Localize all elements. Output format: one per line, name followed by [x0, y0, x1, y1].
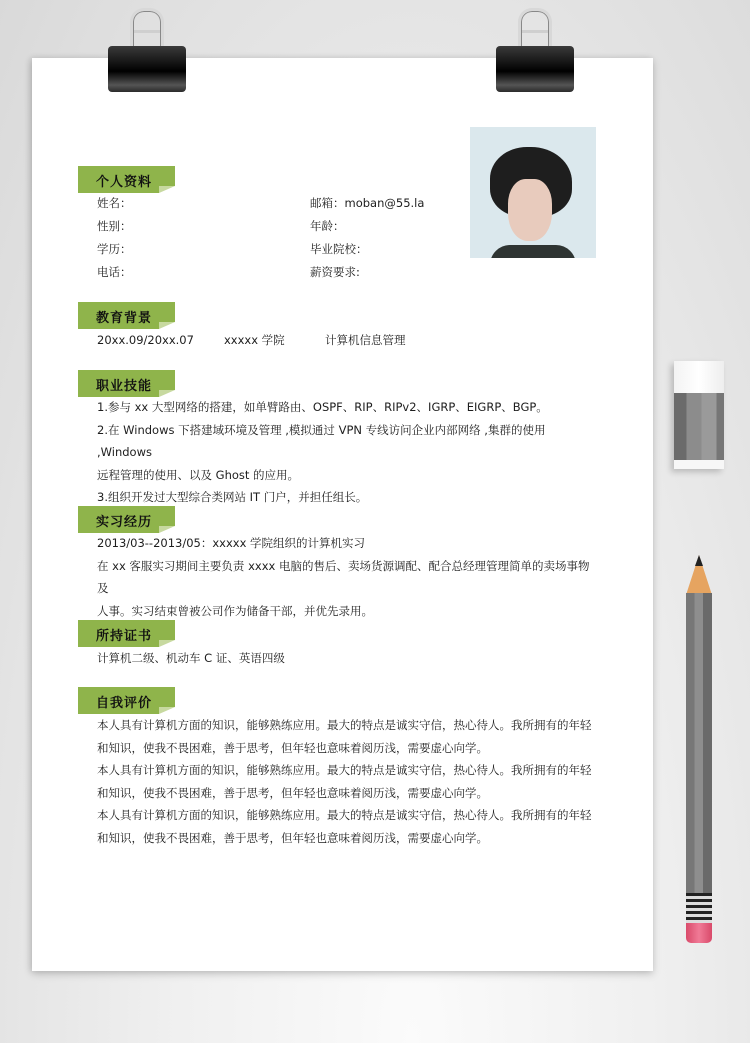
certificates-text: 计算机二级、机动车 C 证、英语四级: [97, 651, 285, 665]
binder-clip-icon: [496, 8, 574, 92]
eval-line: 本人具有计算机方面的知识，能够熟练应用。最大的特点是诚实守信，热心待人。我所拥有的年轻: [97, 808, 592, 822]
field-gender: 性别：: [97, 219, 132, 233]
self-evaluation-text: [97, 714, 597, 849]
internship-line: 人事。实习结束曾被公司作为储备干部，并优先录用。: [97, 603, 373, 618]
education-school: xxxxx 学院: [224, 333, 285, 347]
eraser-icon: [674, 361, 724, 469]
eval-line: 和知识，使我不畏困难，善于思考，但年轻也意味着阅历浅，需要虚心向学。: [97, 740, 488, 755]
field-age: 年龄：: [310, 219, 345, 233]
education-major: 计算机信息管理: [325, 333, 406, 347]
section-title-profile: 个人资料: [78, 166, 175, 193]
field-name: 姓名：: [97, 196, 132, 210]
skill-line: 3.组织开发过大型综合类网站 IT 门户，并担任组长。: [97, 490, 368, 504]
education-period: 20xx.09/20xx.07: [97, 333, 194, 347]
skill-line: 远程管理的使用、以及 Ghost 的应用。: [97, 467, 300, 482]
eval-line: 本人具有计算机方面的知识，能够熟练应用。最大的特点是诚实守信，热心待人。我所拥有的年轻: [97, 763, 592, 777]
section-title-skills: 职业技能: [78, 370, 175, 397]
field-phone: 电话：: [97, 265, 132, 279]
section-title-self-evaluation: 自我评价: [78, 687, 175, 714]
skills-list: [97, 396, 597, 509]
field-school: 毕业院校：: [310, 242, 368, 256]
internship-line: 在 xx 客服实习期间主要负责 xxxx 电脑的售后、卖场货源调配、配合总经理管理简单的卖场事物及: [97, 558, 590, 595]
section-title-internship: 实习经历: [78, 506, 175, 533]
internship-line: 2013/03--2013/05：xxxxx 学院组织的计算机实习: [97, 536, 366, 550]
field-email: 邮箱：moban@55.la: [310, 196, 425, 210]
skill-line: 2.在 Windows 下搭建域环境及管理 ,模拟通过 VPN 专线访问企业内部网络 ,集群的使用 ,Windows: [97, 422, 546, 459]
eval-line: 和知识，使我不畏困难，善于思考，但年轻也意味着阅历浅，需要虚心向学。: [97, 785, 488, 800]
section-title-certificates: 所持证书: [78, 620, 175, 647]
portrait-photo: [470, 127, 596, 258]
binder-clip-icon: [108, 8, 186, 92]
pencil-icon: [686, 555, 712, 945]
section-title-education: 教育背景: [78, 302, 175, 329]
eval-line: 和知识，使我不畏困难，善于思考，但年轻也意味着阅历浅，需要虚心向学。: [97, 830, 488, 845]
field-education: 学历：: [97, 242, 132, 256]
eval-line: 本人具有计算机方面的知识，能够熟练应用。最大的特点是诚实守信，热心待人。我所拥有的年轻: [97, 718, 592, 732]
skill-line: 1.参与 xx 大型网络的搭建，如单臂路由、OSPF、RIP、RIPv2、IGRP、EIGRP、BGP。: [97, 400, 548, 414]
internship-text: [97, 532, 597, 622]
field-salary: 薪资要求:: [310, 265, 360, 279]
